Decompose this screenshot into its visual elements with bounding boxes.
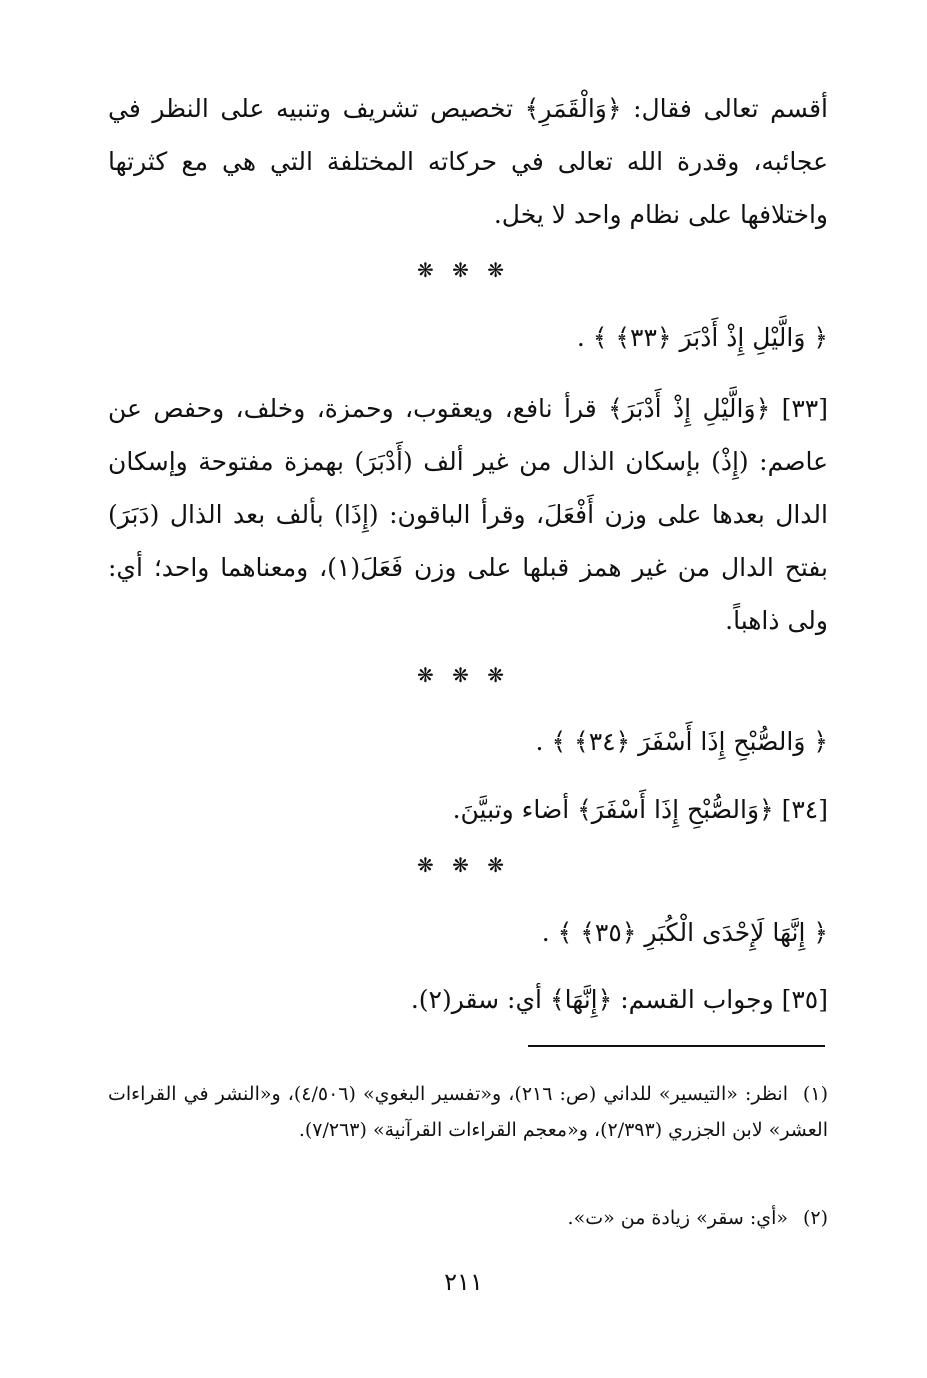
verse-35: ﴿ إِنَّهَا لَإِحْدَى الْكُبَرِ ﴿٣٥﴾ ﴾ . — [541, 918, 828, 947]
section-separator: ❋ ❋ ❋ — [417, 258, 510, 282]
footnote-divider — [528, 1045, 825, 1047]
footnote-number: (١) — [802, 1083, 828, 1105]
commentary-35: [٣٥] وجواب القسم: ﴿إِنَّهَا﴾ أي: سقر(٢). — [410, 985, 828, 1014]
footnote-number: (٢) — [802, 1207, 828, 1229]
commentary-33: [٣٣] ﴿وَالَّيْلِ إِذْ أَدْبَرَ﴾ قرأ نافع، ويعقوب، وحمزة، وخلف، وحفص عن عاصم: (إِذْ) بإسكان الذال من غير ألف (أَدْبَرَ) بهمزة مفتوحة وإسكان الدال بعدها على وزن أَفْعَلَ، وقرأ الباقون: (إِذَا) بألف بعد الذال (دَبَرَ) بفتح الدال من غير همز قبلها على وزن فَعَلَ(١)، ومعناهما واحد؛ أي: ولى ذاهباً. — [108, 394, 828, 635]
footnote-text: انظر: «التيسير» للداني (ص: ٢١٦)، و«تفسير البغوي» (٤/٥٠٦)، و«النشر في القراءات العشر» لابن الجزري (٢/٣٩٣)، و«معجم القراءات القرآنية» (٧/٢٦٣). — [108, 1083, 828, 1141]
footnote-2 — [108, 1200, 828, 1236]
verse-34: ﴿ وَالصُّبْحِ إِذَا أَسْفَرَ ﴿٣٤﴾ ﴾ . — [535, 727, 828, 756]
intro-paragraph: أقسم تعالى فقال: ﴿وَالْقَمَرِ﴾ تخصيص تشريف وتنبيه على النظر في عجائبه، وقدرة الله تعالى في حركاته المختلفة التي هي مع كثرتها واختلافها على نظام واحد لا يخل. — [108, 94, 828, 229]
page-number: ٢١١ — [444, 1268, 483, 1296]
verse-33: ﴿ وَالَّيْلِ إِذْ أَدْبَرَ ﴿٣٣﴾ ﴾ . — [576, 323, 828, 352]
section-separator: ❋ ❋ ❋ — [417, 853, 510, 877]
footnote-1 — [108, 1076, 828, 1148]
section-separator: ❋ ❋ ❋ — [417, 663, 510, 687]
commentary-34: [٣٤] ﴿وَالصُّبْحِ إِذَا أَسْفَرَ﴾ أضاء وتبيَّنَ. — [452, 795, 828, 824]
footnote-text: «أي: سقر» زيادة من «ت». — [567, 1207, 788, 1229]
